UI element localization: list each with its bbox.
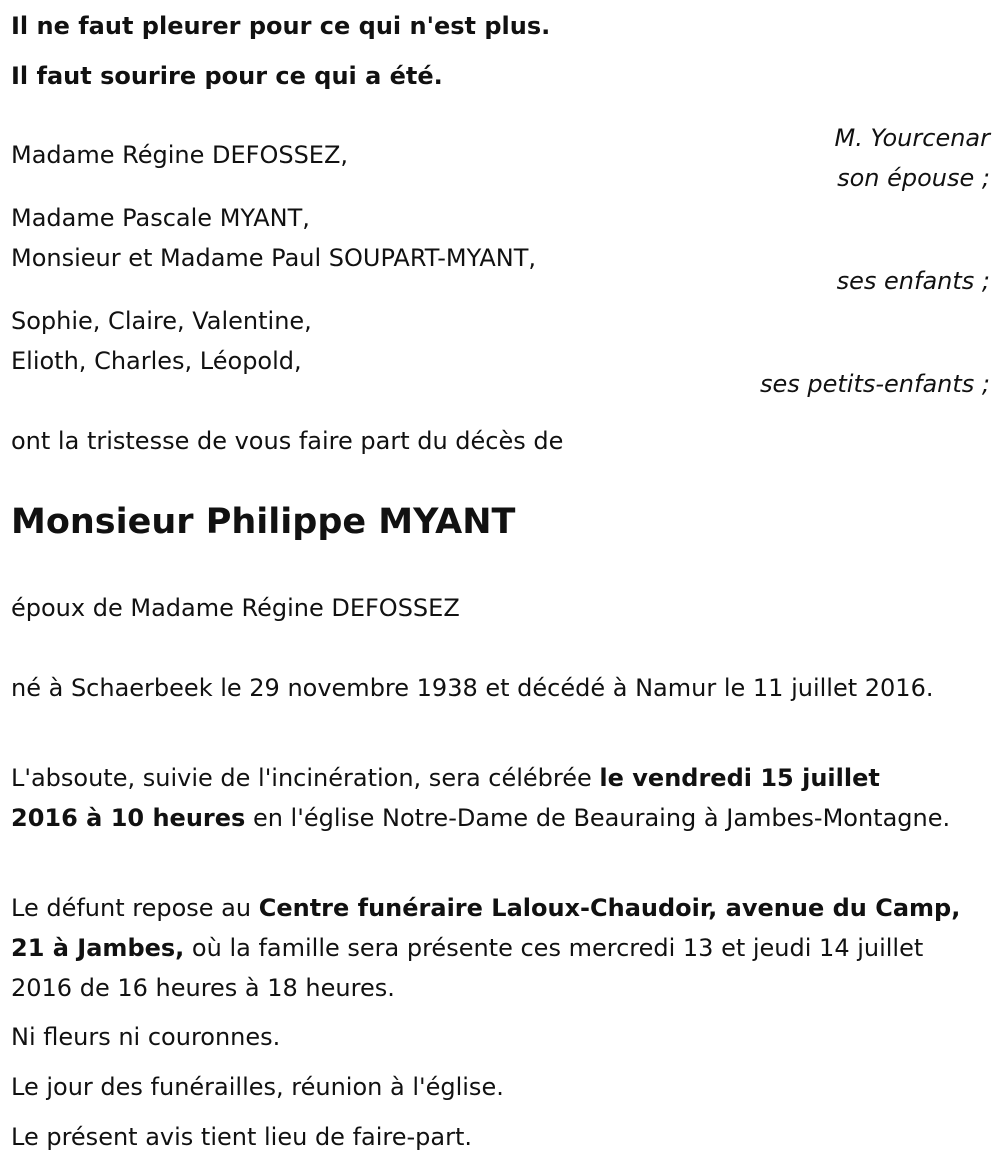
- spouse-name: Madame Régine DEFOSSEZ,: [11, 141, 349, 169]
- repose-intro: Le défunt repose au: [11, 894, 259, 922]
- children-role: ses enfants ;: [836, 267, 990, 295]
- birth-death: né à Schaerbeek le 29 novembre 1938 et décédé à Namur le 11 juillet 2016.: [11, 674, 934, 702]
- grandchildren-role: ses petits-enfants ;: [759, 370, 990, 398]
- announcement-text: ont la tristesse de vous faire part du décès de: [11, 427, 564, 455]
- note-meeting: Le jour des funérailles, réunion à l'église.: [11, 1073, 504, 1101]
- grandchildren-names: Elioth, Charles, Léopold,: [11, 347, 302, 375]
- ceremony-paragraph: [11, 758, 951, 838]
- note-flowers: Ni fleurs ni couronnes.: [11, 1023, 281, 1051]
- child-name: Madame Pascale MYANT,: [11, 204, 310, 232]
- note-notice: Le présent avis tient lieu de faire-part.: [11, 1123, 473, 1151]
- repose-location: Centre funéraire Laloux-Chaudoir, avenue du Camp, 21 à Jambes,: [11, 894, 961, 962]
- deceased-name: Monsieur Philippe MYANT: [11, 502, 516, 542]
- grandchildren-names: Sophie, Claire, Valentine,: [11, 307, 312, 335]
- quote-line-2: Il faut sourire pour ce qui a été.: [11, 62, 443, 90]
- repose-details: où la famille sera présente ces mercredi 13 et jeudi 14 juillet 2016 de 16 heures à 18 heures.: [11, 934, 924, 1002]
- ceremony-date: le vendredi 15 juillet 2016 à 10 heures: [11, 764, 880, 832]
- repose-paragraph: [11, 888, 971, 1008]
- quote-line-1: Il ne faut pleurer pour ce qui n'est plus.: [11, 12, 551, 40]
- quote-author: M. Yourcenar: [834, 124, 990, 152]
- child-name: Monsieur et Madame Paul SOUPART-MYANT,: [11, 244, 537, 272]
- ceremony-place: en l'église Notre-Dame de Beauraing à Jambes-Montagne.: [245, 804, 951, 832]
- spouse-of: époux de Madame Régine DEFOSSEZ: [11, 594, 460, 622]
- ceremony-intro: L'absoute, suivie de l'incinération, sera célébrée: [11, 764, 600, 792]
- spouse-role: son épouse ;: [837, 164, 990, 192]
